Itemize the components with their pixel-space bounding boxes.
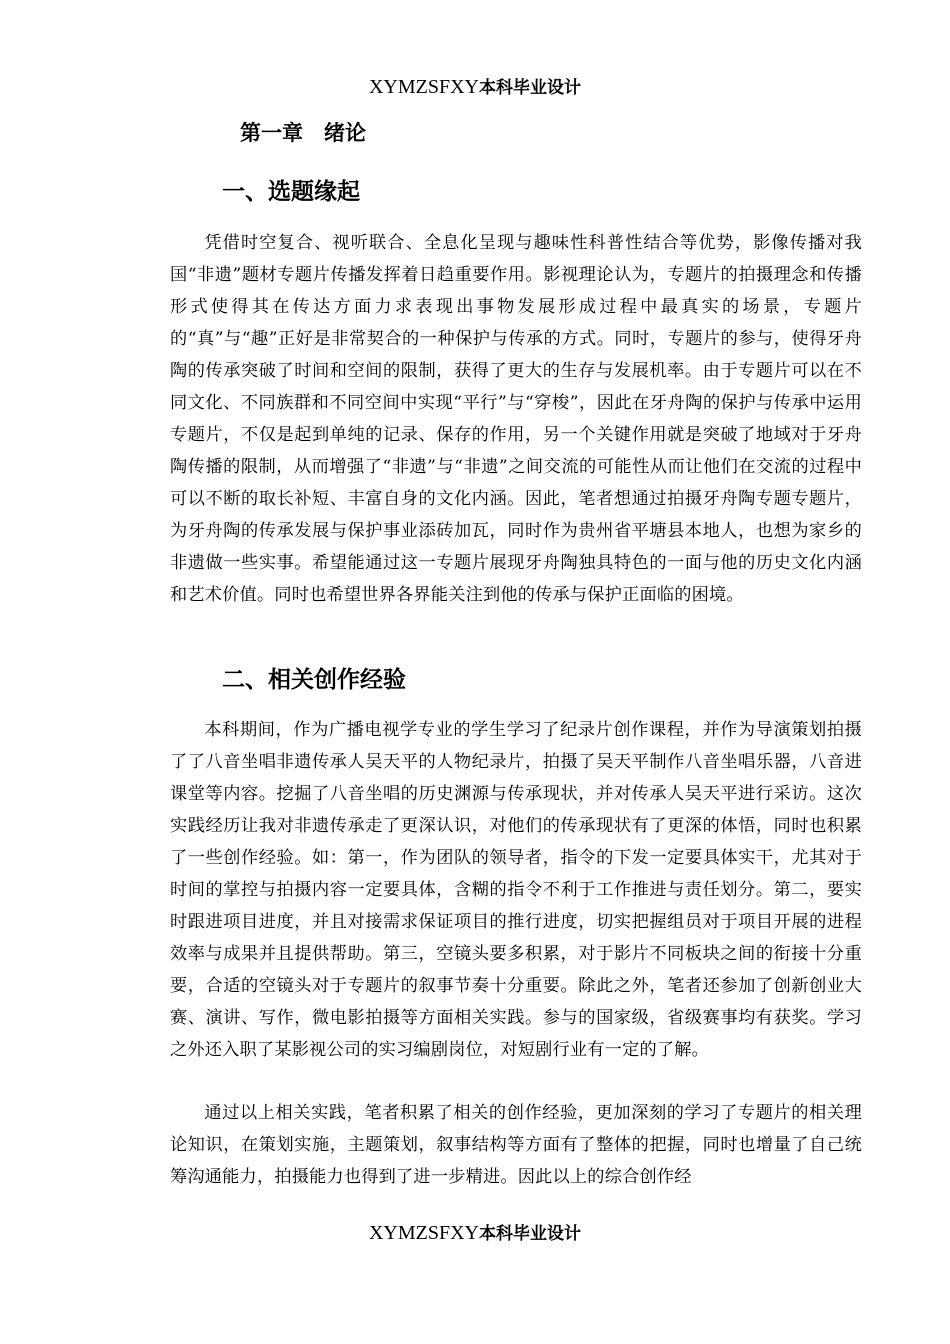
body-paragraph: 凭借时空复合、视听联合、全息化呈现与趣味性科普性结合等优势，影像传播对我国“非遗”题材专题片传播发挥着日趋重要作用。影视理论认为，专题片的拍摄理念和传播形式使得其在传达方面力求表现出事物发展形成过程中最真实的场景，专题片的“真”与“趣”正好是非常契合的一种保护与传承的方式。同时，专题片的参与，使得牙舟陶的传承突破了时间和空间的限制，获得了更大的生存与发展机率。由于专题片可以在不同文化、不同族群和不同空间中实现“平行”与“穿梭”，因此在牙舟陶的保护与传承中运用专题片，不仅是起到单纯的记录、保存的作用，另一个关键作用就是突破了地域对于牙舟陶传播的限制，从而增强了“非遗”与“非遗”之间交流的可能性从而让他们在交流的过程中可以不断的取长补短、丰富自身的文化内涵。因此，笔者想通过拍摄牙舟陶专题专题片，为牙舟陶的传承发展与保护事业添砖加瓦，同时作为贵州省平塘县本地人，也想为家乡的非遗做一些实事。希望能通过这一专题片展现牙舟陶独具特色的一面与他的历史文化内涵和艺术价值。同时也希望世界各界能关注到他的传承与保护正面临的困境。 <box>170 233 862 605</box>
footer-code: XYMZSFXY <box>368 1222 480 1244</box>
header-code: XYMZSFXY <box>368 76 480 98</box>
section-heading: 一、选题缘起 <box>222 179 360 205</box>
page-header <box>0 75 950 100</box>
footer-title: 本科毕业设计 <box>479 1224 582 1244</box>
body-paragraph: 通过以上相关实践，笔者积累了相关的创作经验，更加深刻的学习了专题片的相关理论知识，在策划实施，主题策划，叙事结构等方面有了整体的把握，同时也增量了自己统筹沟通能力，拍摄能力也得到了进一步精进。因此以上的综合创作经 <box>170 1103 862 1187</box>
section-heading: 二、相关创作经验 <box>222 667 406 693</box>
header-title: 本科毕业设计 <box>479 78 582 98</box>
chapter-title: 第一章 绪论 <box>240 121 366 145</box>
body-paragraph: 本科期间，作为广播电视学专业的学生学习了纪录片创作课程，并作为导演策划拍摄了了八音坐唱非遗传承人吴天平的人物纪录片，拍摄了吴天平制作八音坐唱乐器，八音进课堂等内容。挖掘了八音坐唱的历史渊源与传承现状，并对传承人吴天平进行采访。这次实践经历让我对非遗传承走了更深认识，对他们的传承现状有了更深的体悟，同时也积累了一些创作经验。如：第一，作为团队的领导者，指令的下发一定要具体实干，尤其对于时间的掌控与拍摄内容一定要具体，含糊的指令不利于工作推进与责任划分。第二，要实时跟进项目进度，并且对接需求保证项目的推行进度，切实把握组员对于项目开展的进程效率与成果并且提供帮助。第三，空镜头要多积累，对于影片不同板块之间的衔接十分重要，合适的空镜头对于专题片的叙事节奏十分重要。除此之外，笔者还参加了创新创业大赛、演讲、写作，微电影拍摄等方面相关实践。参与的国家级，省级赛事均有获奖。学习之外还入职了某影视公司的实习编剧岗位，对短剧行业有一定的了解。 <box>170 720 862 1060</box>
page-footer <box>0 1221 950 1246</box>
